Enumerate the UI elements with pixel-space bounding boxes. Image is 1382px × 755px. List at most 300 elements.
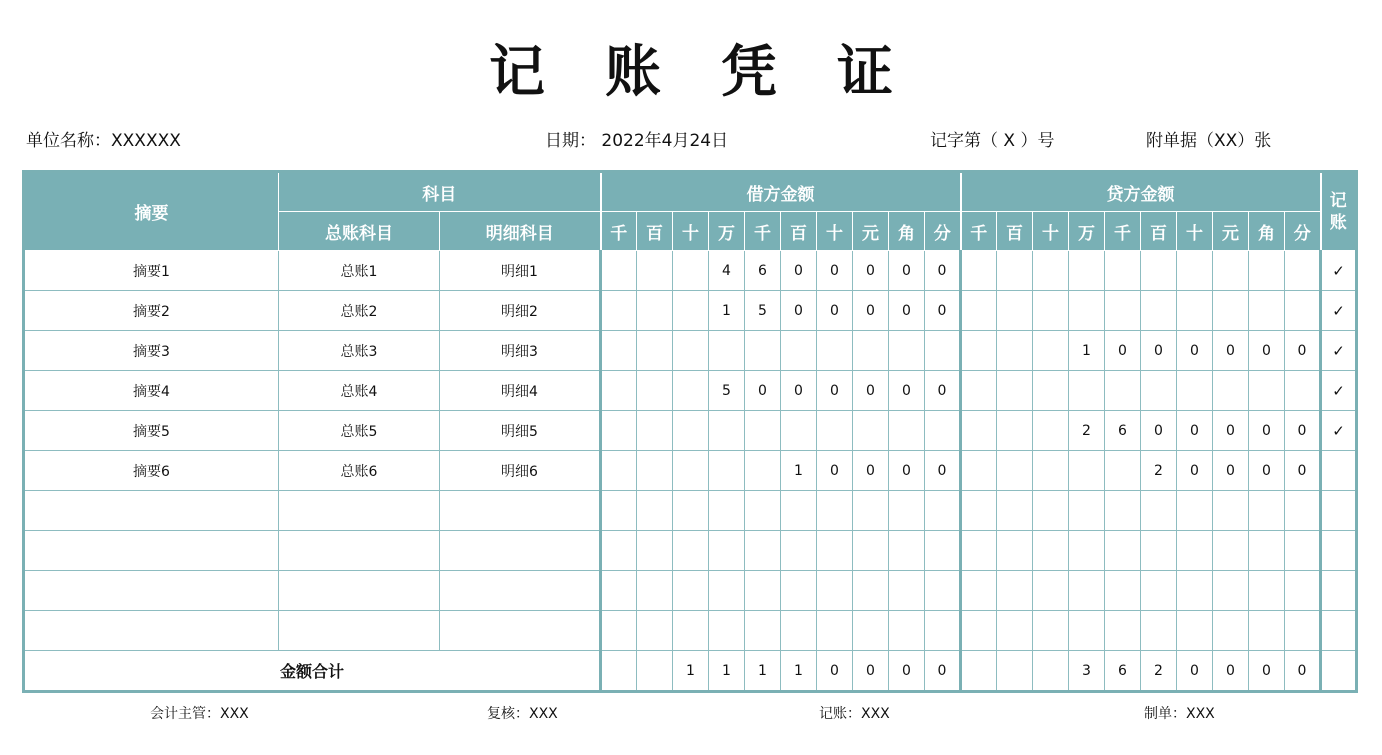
debit-digit-cell[interactable]: [781, 411, 817, 451]
debit-digit-cell[interactable]: [817, 411, 853, 451]
debit-digit-cell[interactable]: [601, 451, 637, 491]
debit-digit-cell[interactable]: [601, 531, 637, 571]
summary-cell[interactable]: 摘要3: [24, 331, 279, 371]
credit-digit-cell[interactable]: [1069, 531, 1105, 571]
debit-digit-cell[interactable]: [781, 531, 817, 571]
debit-digit-header: 百: [781, 212, 817, 251]
debit-digit-cell[interactable]: [853, 531, 889, 571]
credit-digit-cell[interactable]: [1141, 611, 1177, 651]
debit-digit-cell[interactable]: [745, 331, 781, 371]
credit-digit-cell[interactable]: [1177, 291, 1213, 331]
debit-digit-cell[interactable]: [781, 331, 817, 371]
credit-digit-cell[interactable]: 2: [1069, 411, 1105, 451]
debit-digit-cell[interactable]: [601, 491, 637, 531]
debit-digit-cell[interactable]: [889, 611, 925, 651]
general-account-cell[interactable]: [279, 491, 440, 531]
table-row: [24, 331, 1357, 371]
credit-digit-cell[interactable]: 0: [1105, 331, 1141, 371]
posted-check-cell[interactable]: [1321, 611, 1357, 651]
credit-digit-header: 万: [1069, 212, 1105, 251]
debit-digit-cell[interactable]: [817, 491, 853, 531]
detail-account-cell[interactable]: [440, 611, 601, 651]
credit-digit-cell[interactable]: [1249, 571, 1285, 611]
debit-digit-cell[interactable]: [709, 611, 745, 651]
credit-digit-cell[interactable]: [1033, 411, 1069, 451]
credit-digit-cell[interactable]: 0: [1249, 331, 1285, 371]
footer-bookkeeper: 记账：XXX: [819, 706, 890, 722]
debit-digit-cell[interactable]: [853, 571, 889, 611]
footer-preparer: 制单：XXX: [1144, 706, 1215, 722]
total-credit-digit: [997, 651, 1033, 692]
credit-digit-cell[interactable]: [1213, 611, 1249, 651]
credit-digit-cell[interactable]: 0: [1177, 451, 1213, 491]
debit-digit-cell[interactable]: [709, 531, 745, 571]
debit-digit-cell[interactable]: [637, 251, 673, 291]
debit-digit-cell[interactable]: 0: [781, 291, 817, 331]
total-debit-digit: 0: [817, 651, 853, 692]
debit-digit-cell[interactable]: [637, 451, 673, 491]
debit-digit-cell[interactable]: [925, 491, 961, 531]
posted-check-cell[interactable]: ✓: [1321, 291, 1357, 331]
detail-account-cell[interactable]: 明细5: [440, 411, 601, 451]
credit-digit-cell[interactable]: [1033, 611, 1069, 651]
total-debit-digit: 0: [889, 651, 925, 692]
credit-digit-cell[interactable]: [1105, 451, 1141, 491]
credit-digit-cell[interactable]: 0: [1285, 411, 1321, 451]
total-credit-digit: 2: [1141, 651, 1177, 692]
credit-digit-cell[interactable]: 0: [1249, 411, 1285, 451]
debit-digit-header: 千: [745, 212, 781, 251]
credit-digit-cell[interactable]: [1249, 611, 1285, 651]
unit-name: 单位名称：XXXXXX: [26, 131, 181, 151]
debit-digit-cell[interactable]: [601, 611, 637, 651]
debit-digit-cell[interactable]: 5: [745, 291, 781, 331]
summary-cell[interactable]: [24, 491, 279, 531]
debit-digit-cell[interactable]: [889, 531, 925, 571]
posted-check-cell[interactable]: ✓: [1321, 251, 1357, 291]
header-posted: 记账: [1321, 172, 1357, 251]
voucher-number: 记字第（ X ）号: [930, 131, 1055, 151]
credit-digit-header: 百: [997, 212, 1033, 251]
credit-digit-cell[interactable]: [1105, 611, 1141, 651]
detail-account-cell[interactable]: 明细1: [440, 251, 601, 291]
debit-digit-cell[interactable]: [601, 411, 637, 451]
posted-check-cell[interactable]: [1321, 451, 1357, 491]
credit-digit-cell[interactable]: [1249, 531, 1285, 571]
total-posted-cell: [1321, 651, 1357, 692]
summary-cell[interactable]: [24, 531, 279, 571]
debit-digit-cell[interactable]: [853, 411, 889, 451]
credit-digit-cell[interactable]: [1105, 531, 1141, 571]
debit-digit-cell[interactable]: 0: [889, 451, 925, 491]
total-credit-digit: 0: [1177, 651, 1213, 692]
debit-digit-cell[interactable]: [637, 491, 673, 531]
debit-digit-cell[interactable]: 6: [745, 251, 781, 291]
debit-digit-cell[interactable]: [637, 571, 673, 611]
credit-digit-header: 十: [1177, 212, 1213, 251]
credit-digit-cell[interactable]: [997, 611, 1033, 651]
credit-digit-cell[interactable]: [1141, 371, 1177, 411]
credit-digit-cell[interactable]: 0: [1213, 331, 1249, 371]
credit-digit-cell[interactable]: [1177, 251, 1213, 291]
debit-digit-cell[interactable]: 0: [817, 451, 853, 491]
total-debit-digit: 1: [709, 651, 745, 692]
debit-digit-cell[interactable]: [709, 331, 745, 371]
summary-cell[interactable]: 摘要2: [24, 291, 279, 331]
debit-digit-cell[interactable]: [745, 531, 781, 571]
credit-digit-cell[interactable]: [1105, 251, 1141, 291]
posted-check-cell[interactable]: ✓: [1321, 371, 1357, 411]
credit-digit-cell[interactable]: [961, 371, 997, 411]
total-credit-digit: 6: [1105, 651, 1141, 692]
debit-digit-cell[interactable]: [673, 451, 709, 491]
header-subject: 科目: [279, 172, 601, 212]
credit-digit-cell[interactable]: [1141, 291, 1177, 331]
debit-digit-cell[interactable]: [817, 611, 853, 651]
credit-digit-cell[interactable]: [1177, 611, 1213, 651]
detail-account-cell[interactable]: [440, 531, 601, 571]
header-debit: 借方金额: [601, 172, 961, 212]
general-account-cell[interactable]: [279, 571, 440, 611]
credit-digit-cell[interactable]: [1069, 251, 1105, 291]
total-debit-digit: [601, 651, 637, 692]
debit-digit-cell[interactable]: [673, 491, 709, 531]
debit-digit-cell[interactable]: [637, 611, 673, 651]
credit-digit-cell[interactable]: [997, 251, 1033, 291]
credit-digit-cell[interactable]: 0: [1285, 451, 1321, 491]
debit-digit-cell[interactable]: [637, 331, 673, 371]
credit-digit-cell[interactable]: [997, 291, 1033, 331]
voucher-date: 日期： 2022年4月24日: [545, 131, 729, 151]
debit-digit-cell[interactable]: [781, 611, 817, 651]
detail-account-cell[interactable]: [440, 571, 601, 611]
credit-digit-cell[interactable]: [1033, 491, 1069, 531]
credit-digit-cell[interactable]: [1213, 491, 1249, 531]
debit-digit-cell[interactable]: [745, 611, 781, 651]
credit-digit-header: 角: [1249, 212, 1285, 251]
summary-cell[interactable]: 摘要6: [24, 451, 279, 491]
total-credit-digit: [1033, 651, 1069, 692]
debit-digit-cell[interactable]: [889, 571, 925, 611]
debit-digit-cell[interactable]: [601, 571, 637, 611]
credit-digit-cell[interactable]: [1285, 371, 1321, 411]
debit-digit-cell[interactable]: [745, 411, 781, 451]
general-account-cell[interactable]: 总账4: [279, 371, 440, 411]
detail-account-cell[interactable]: 明细2: [440, 291, 601, 331]
posted-check-cell[interactable]: ✓: [1321, 331, 1357, 371]
credit-digit-cell[interactable]: 0: [1249, 451, 1285, 491]
debit-digit-cell[interactable]: 0: [925, 291, 961, 331]
credit-digit-cell[interactable]: [961, 491, 997, 531]
header-credit: 贷方金额: [961, 172, 1321, 212]
debit-digit-cell[interactable]: [637, 291, 673, 331]
detail-account-cell[interactable]: [440, 491, 601, 531]
debit-digit-cell[interactable]: [709, 451, 745, 491]
debit-digit-cell[interactable]: [673, 571, 709, 611]
debit-digit-cell[interactable]: 0: [817, 291, 853, 331]
credit-digit-cell[interactable]: [1033, 531, 1069, 571]
credit-digit-cell[interactable]: [1069, 291, 1105, 331]
debit-digit-cell[interactable]: [817, 531, 853, 571]
total-credit-digit: 3: [1069, 651, 1105, 692]
credit-digit-cell[interactable]: [1213, 291, 1249, 331]
total-credit-digit: [961, 651, 997, 692]
debit-digit-cell[interactable]: [673, 291, 709, 331]
debit-digit-cell[interactable]: 0: [889, 251, 925, 291]
credit-digit-cell[interactable]: [1033, 371, 1069, 411]
debit-digit-cell[interactable]: [637, 531, 673, 571]
credit-digit-cell[interactable]: 6: [1105, 411, 1141, 451]
credit-digit-cell[interactable]: [997, 491, 1033, 531]
credit-digit-cell[interactable]: [1141, 531, 1177, 571]
debit-digit-cell[interactable]: 0: [745, 371, 781, 411]
posted-check-cell[interactable]: [1321, 571, 1357, 611]
total-debit-digit: 1: [745, 651, 781, 692]
detail-account-cell[interactable]: 明细6: [440, 451, 601, 491]
credit-digit-cell[interactable]: 0: [1213, 451, 1249, 491]
credit-digit-cell[interactable]: [1033, 291, 1069, 331]
debit-digit-cell[interactable]: [925, 571, 961, 611]
credit-digit-cell[interactable]: [1249, 491, 1285, 531]
debit-digit-cell[interactable]: [601, 371, 637, 411]
debit-digit-cell[interactable]: 0: [853, 451, 889, 491]
general-account-cell[interactable]: [279, 611, 440, 651]
debit-digit-cell[interactable]: [673, 371, 709, 411]
credit-digit-cell[interactable]: [1069, 371, 1105, 411]
table-row: [24, 411, 1357, 451]
credit-digit-header: 百: [1141, 212, 1177, 251]
table-row: [24, 491, 1357, 531]
debit-digit-cell[interactable]: 0: [853, 291, 889, 331]
debit-digit-cell[interactable]: [889, 411, 925, 451]
credit-digit-cell[interactable]: [961, 291, 997, 331]
debit-digit-header: 十: [673, 212, 709, 251]
credit-digit-cell[interactable]: [1177, 371, 1213, 411]
debit-digit-header: 十: [817, 212, 853, 251]
total-credit-digit: 0: [1249, 651, 1285, 692]
credit-digit-cell[interactable]: [1285, 291, 1321, 331]
debit-digit-cell[interactable]: [745, 491, 781, 531]
debit-digit-cell[interactable]: [673, 611, 709, 651]
credit-digit-cell[interactable]: [961, 571, 997, 611]
summary-cell[interactable]: 摘要1: [24, 251, 279, 291]
debit-digit-cell[interactable]: [925, 531, 961, 571]
debit-digit-cell[interactable]: [781, 491, 817, 531]
credit-digit-cell[interactable]: [997, 331, 1033, 371]
credit-digit-cell[interactable]: [1033, 571, 1069, 611]
credit-digit-cell[interactable]: [1105, 571, 1141, 611]
credit-digit-cell[interactable]: [1141, 491, 1177, 531]
credit-digit-cell[interactable]: [961, 331, 997, 371]
credit-digit-cell[interactable]: [997, 451, 1033, 491]
posted-check-cell[interactable]: [1321, 531, 1357, 571]
posted-check-cell[interactable]: [1321, 491, 1357, 531]
general-account-cell[interactable]: 总账2: [279, 291, 440, 331]
debit-digit-cell[interactable]: [709, 571, 745, 611]
credit-digit-cell[interactable]: [1069, 611, 1105, 651]
credit-digit-cell[interactable]: [1285, 531, 1321, 571]
debit-digit-cell[interactable]: 4: [709, 251, 745, 291]
credit-digit-cell[interactable]: [1105, 291, 1141, 331]
credit-digit-cell[interactable]: [1285, 491, 1321, 531]
credit-digit-cell[interactable]: [1285, 571, 1321, 611]
credit-digit-cell[interactable]: [997, 411, 1033, 451]
voucher-table: [22, 170, 1358, 693]
table-row: [24, 531, 1357, 571]
detail-account-cell[interactable]: 明细4: [440, 371, 601, 411]
header-general-account: 总账科目: [279, 212, 440, 251]
credit-digit-cell[interactable]: [1069, 571, 1105, 611]
posted-check-cell[interactable]: ✓: [1321, 411, 1357, 451]
debit-digit-cell[interactable]: [817, 331, 853, 371]
debit-digit-cell[interactable]: 1: [709, 291, 745, 331]
debit-digit-cell[interactable]: [745, 571, 781, 611]
credit-digit-cell[interactable]: 1: [1069, 331, 1105, 371]
total-debit-digit: 1: [781, 651, 817, 692]
debit-digit-cell[interactable]: [781, 571, 817, 611]
debit-digit-cell[interactable]: [601, 291, 637, 331]
summary-cell[interactable]: 摘要4: [24, 371, 279, 411]
debit-digit-cell[interactable]: [889, 491, 925, 531]
voucher-title: 记账凭证: [489, 39, 953, 105]
header-detail-account: 明细科目: [440, 212, 601, 251]
credit-digit-cell[interactable]: [1033, 451, 1069, 491]
credit-digit-cell[interactable]: [961, 251, 997, 291]
credit-digit-cell[interactable]: [1177, 491, 1213, 531]
credit-digit-cell[interactable]: [1033, 251, 1069, 291]
credit-digit-cell[interactable]: [1249, 291, 1285, 331]
debit-digit-cell[interactable]: [925, 411, 961, 451]
debit-digit-cell[interactable]: 0: [853, 251, 889, 291]
credit-digit-cell[interactable]: [1033, 331, 1069, 371]
debit-digit-cell[interactable]: [673, 331, 709, 371]
credit-digit-cell[interactable]: [1177, 531, 1213, 571]
debit-digit-cell[interactable]: 0: [925, 251, 961, 291]
credit-digit-cell[interactable]: [1213, 371, 1249, 411]
attachments-count: 附单据（XX）张: [1146, 131, 1272, 151]
credit-digit-cell[interactable]: [1141, 251, 1177, 291]
debit-digit-header: 百: [637, 212, 673, 251]
credit-digit-cell[interactable]: [1141, 571, 1177, 611]
total-credit-digit: 0: [1285, 651, 1321, 692]
debit-digit-cell[interactable]: [925, 611, 961, 651]
credit-digit-cell[interactable]: [1249, 251, 1285, 291]
credit-digit-cell[interactable]: [961, 451, 997, 491]
credit-digit-cell[interactable]: [1249, 371, 1285, 411]
credit-digit-cell[interactable]: [1213, 251, 1249, 291]
credit-digit-cell[interactable]: [1069, 451, 1105, 491]
debit-digit-cell[interactable]: [925, 331, 961, 371]
debit-digit-cell[interactable]: 1: [781, 451, 817, 491]
credit-digit-cell[interactable]: [1105, 491, 1141, 531]
debit-digit-cell[interactable]: [673, 251, 709, 291]
debit-digit-cell[interactable]: [601, 251, 637, 291]
summary-cell[interactable]: [24, 571, 279, 611]
credit-digit-cell[interactable]: 0: [1285, 331, 1321, 371]
debit-digit-cell[interactable]: 0: [853, 371, 889, 411]
table-row: [24, 371, 1357, 411]
credit-digit-cell[interactable]: 0: [1177, 411, 1213, 451]
general-account-cell[interactable]: 总账5: [279, 411, 440, 451]
credit-digit-cell[interactable]: [961, 611, 997, 651]
table-row: [24, 451, 1357, 491]
debit-digit-cell[interactable]: [709, 411, 745, 451]
general-account-cell[interactable]: 总账1: [279, 251, 440, 291]
total-label: 金额合计: [24, 651, 601, 692]
debit-digit-cell[interactable]: [673, 411, 709, 451]
general-account-cell[interactable]: [279, 531, 440, 571]
credit-digit-cell[interactable]: 2: [1141, 451, 1177, 491]
debit-digit-cell[interactable]: [709, 491, 745, 531]
debit-digit-header: 千: [601, 212, 637, 251]
debit-digit-cell[interactable]: [601, 331, 637, 371]
credit-digit-cell[interactable]: [1285, 611, 1321, 651]
credit-digit-cell[interactable]: 0: [1141, 331, 1177, 371]
credit-digit-cell[interactable]: [1069, 491, 1105, 531]
debit-digit-cell[interactable]: 0: [889, 371, 925, 411]
credit-digit-cell[interactable]: [1177, 571, 1213, 611]
debit-digit-cell[interactable]: [673, 531, 709, 571]
debit-digit-cell[interactable]: 0: [925, 451, 961, 491]
debit-digit-cell[interactable]: 5: [709, 371, 745, 411]
debit-digit-cell[interactable]: [853, 331, 889, 371]
debit-digit-cell[interactable]: [817, 571, 853, 611]
debit-digit-cell[interactable]: [853, 491, 889, 531]
debit-digit-cell[interactable]: [637, 371, 673, 411]
general-account-cell[interactable]: 总账6: [279, 451, 440, 491]
debit-digit-cell[interactable]: [889, 331, 925, 371]
debit-digit-cell[interactable]: 0: [817, 251, 853, 291]
credit-digit-cell[interactable]: 0: [1177, 331, 1213, 371]
credit-digit-cell[interactable]: [1105, 371, 1141, 411]
credit-digit-cell[interactable]: [961, 531, 997, 571]
total-debit-digit: 0: [925, 651, 961, 692]
debit-digit-cell[interactable]: [853, 611, 889, 651]
credit-digit-cell[interactable]: [961, 411, 997, 451]
summary-cell[interactable]: [24, 611, 279, 651]
summary-cell[interactable]: 摘要5: [24, 411, 279, 451]
credit-digit-cell[interactable]: 0: [1213, 411, 1249, 451]
debit-digit-cell[interactable]: 0: [781, 371, 817, 411]
credit-digit-cell[interactable]: [997, 571, 1033, 611]
total-debit-digit: [637, 651, 673, 692]
debit-digit-header: 万: [709, 212, 745, 251]
debit-digit-cell[interactable]: 0: [889, 291, 925, 331]
credit-digit-cell[interactable]: [997, 531, 1033, 571]
detail-account-cell[interactable]: 明细3: [440, 331, 601, 371]
debit-digit-header: 分: [925, 212, 961, 251]
debit-digit-cell[interactable]: [745, 451, 781, 491]
footer-supervisor: 会计主管：XXX: [150, 706, 249, 722]
general-account-cell[interactable]: 总账3: [279, 331, 440, 371]
debit-digit-cell[interactable]: [637, 411, 673, 451]
table-row: [24, 611, 1357, 651]
credit-digit-cell[interactable]: [1213, 531, 1249, 571]
debit-digit-cell[interactable]: 0: [925, 371, 961, 411]
debit-digit-header: 角: [889, 212, 925, 251]
credit-digit-header: 分: [1285, 212, 1321, 251]
debit-digit-cell[interactable]: 0: [781, 251, 817, 291]
total-row: [24, 651, 1357, 692]
table-row: [24, 291, 1357, 331]
credit-digit-cell[interactable]: [997, 371, 1033, 411]
credit-digit-cell[interactable]: 0: [1141, 411, 1177, 451]
total-debit-digit: 1: [673, 651, 709, 692]
credit-digit-cell[interactable]: [1213, 571, 1249, 611]
credit-digit-cell[interactable]: [1285, 251, 1321, 291]
credit-digit-header: 千: [1105, 212, 1141, 251]
debit-digit-cell[interactable]: 0: [817, 371, 853, 411]
